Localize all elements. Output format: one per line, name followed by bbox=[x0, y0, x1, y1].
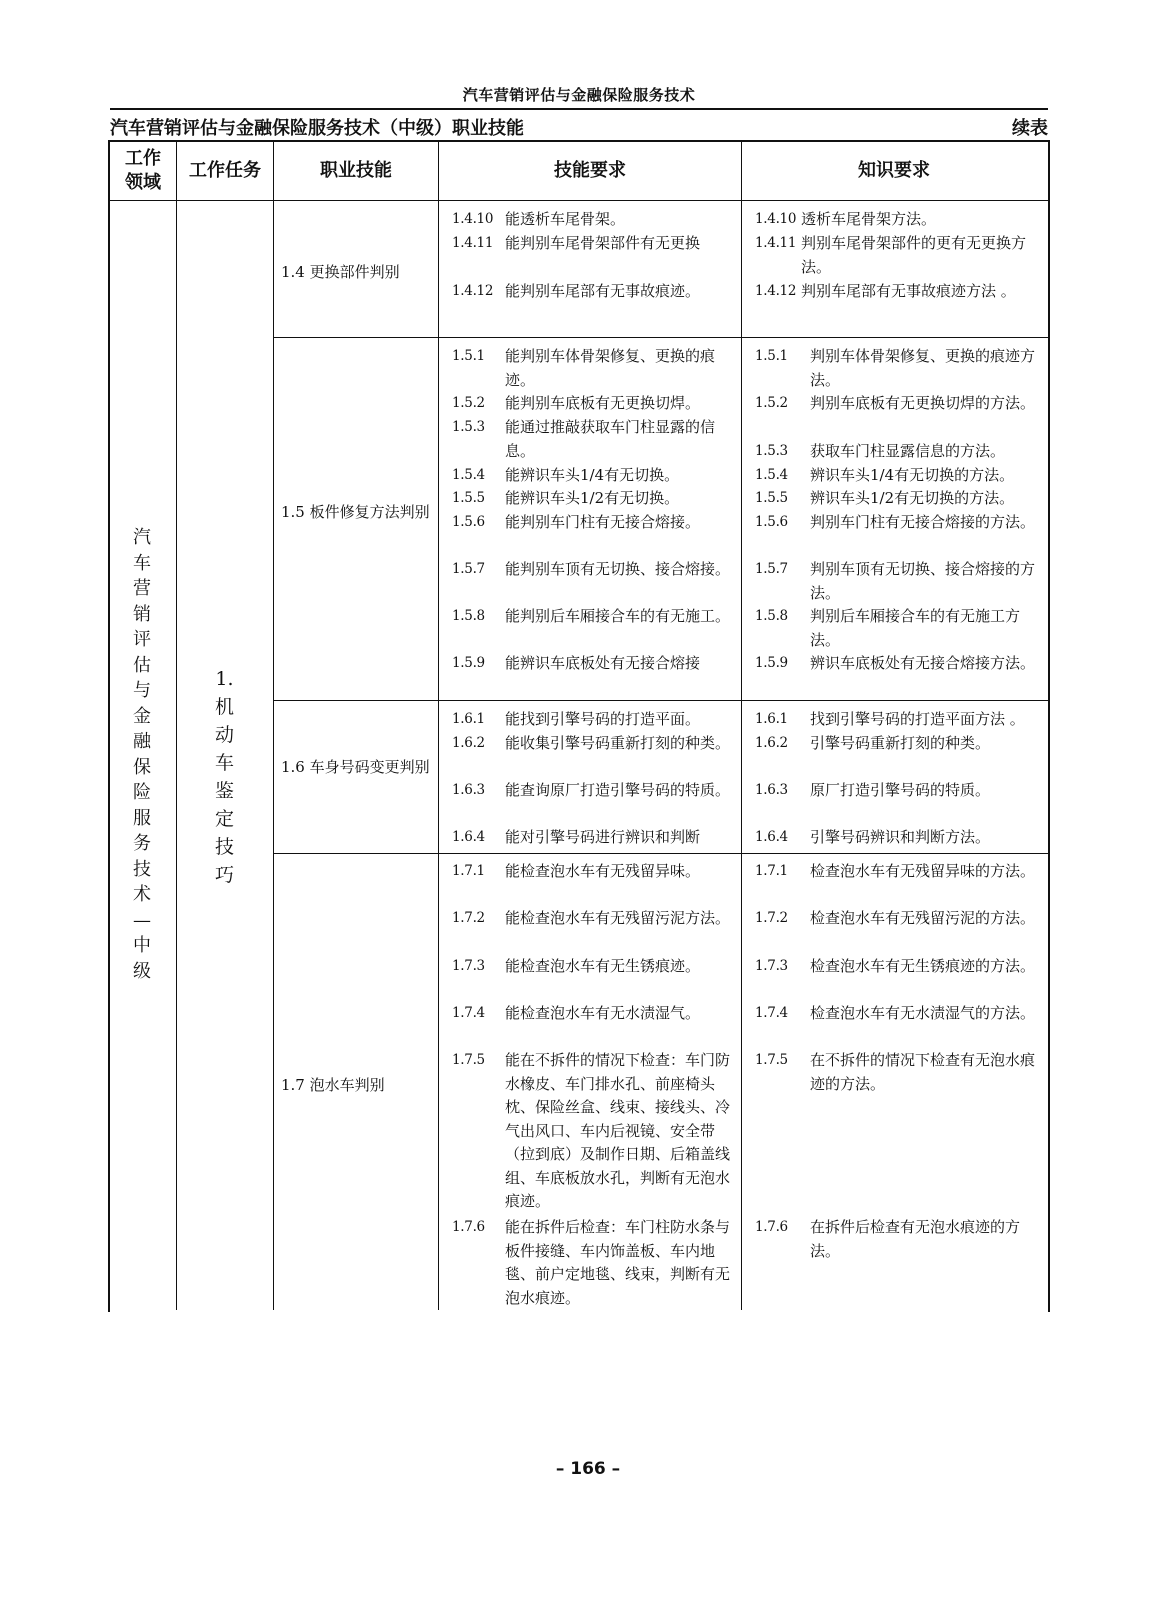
item-text: 能找到引擎号码的打造平面。 bbox=[505, 710, 701, 728]
item-text: 能判别车尾部有无事故痕迹。 bbox=[505, 282, 701, 300]
knowledge-requirement-item bbox=[755, 652, 1041, 676]
item-code: 1.7.3 bbox=[755, 958, 788, 974]
item-code: 1.5.4 bbox=[755, 467, 788, 483]
item-text: 辨识车头1/4有无切换的方法。 bbox=[810, 466, 1015, 484]
knowledge-requirement-item bbox=[755, 1002, 1041, 1026]
item-code: 1.5.2 bbox=[452, 395, 485, 411]
item-code: 1.6.4 bbox=[452, 829, 485, 845]
item-text: 能检查泡水车有无残留污泥方法。 bbox=[505, 909, 731, 927]
item-code: 1.5.9 bbox=[755, 655, 788, 671]
item-code: 1.6.1 bbox=[755, 711, 788, 727]
skill-requirement-item bbox=[452, 955, 737, 979]
item-code: 1.7.4 bbox=[755, 1005, 788, 1021]
skill-label-1-7: 1.7 泡水车判别 bbox=[281, 1076, 385, 1094]
item-code: 1.7.2 bbox=[452, 910, 485, 926]
item-text: 判别车顶有无切换、接合熔接的方法。 bbox=[810, 560, 1036, 602]
item-code: 1.6.2 bbox=[755, 735, 788, 751]
skill-requirement-item bbox=[452, 1216, 737, 1310]
item-text: 检查泡水车有无生锈痕迹的方法。 bbox=[810, 957, 1036, 975]
row-divider bbox=[273, 853, 1048, 854]
knowledge-requirement-item bbox=[755, 280, 1041, 304]
column-header-skill: 职业技能 bbox=[320, 160, 392, 181]
item-text: 能辨识车头1/4有无切换。 bbox=[505, 466, 680, 484]
item-text: 能判别车底板有无更换切焊。 bbox=[505, 394, 701, 412]
skill-requirement-item bbox=[452, 487, 737, 511]
knowledge-requirement-item bbox=[755, 487, 1041, 511]
knowledge-requirement-item bbox=[755, 732, 1041, 756]
item-code: 1.5.1 bbox=[755, 348, 788, 364]
item-text: 能检查泡水车有无残留异味。 bbox=[505, 862, 701, 880]
col-divider bbox=[438, 140, 439, 1310]
knowledge-requirement-item bbox=[755, 558, 1041, 605]
item-text: 能判别车尾骨架部件有无更换 bbox=[505, 234, 701, 252]
skill-requirement-item bbox=[452, 558, 737, 582]
header-row-divider bbox=[108, 200, 1048, 201]
item-text: 能对引擎号码进行辨识和判断 bbox=[505, 828, 701, 846]
item-code: 1.5.5 bbox=[452, 490, 485, 506]
item-text: 判别车尾部有无事故痕迹方法 。 bbox=[801, 282, 1016, 300]
running-header: 汽车营销评估与金融保险服务技术 bbox=[462, 86, 696, 104]
skill-requirement-item bbox=[452, 511, 737, 535]
item-text: 判别后车厢接合车的有无施工方法。 bbox=[810, 607, 1021, 649]
item-text: 能辨识车底板处有无接合熔接 bbox=[505, 654, 701, 672]
skill-label-1-6: 1.6 车身号码变更判别 bbox=[281, 758, 430, 776]
item-code: 1.7.2 bbox=[755, 910, 788, 926]
page-number: – 166 – bbox=[555, 1459, 621, 1479]
item-code: 1.5.5 bbox=[755, 490, 788, 506]
skill-requirement-item bbox=[452, 232, 737, 256]
item-code: 1.5.8 bbox=[452, 608, 485, 624]
skill-requirement-item bbox=[452, 907, 737, 931]
item-text: 判别车体骨架修复、更换的痕迹方法。 bbox=[810, 347, 1036, 389]
item-code: 1.5.3 bbox=[452, 419, 485, 435]
item-code: 1.4.12 bbox=[755, 283, 797, 299]
column-header-task: 工作任务 bbox=[189, 160, 261, 181]
item-text: 原厂打造引擎号码的特质。 bbox=[810, 781, 991, 799]
item-code: 1.5.9 bbox=[452, 655, 485, 671]
item-code: 1.6.1 bbox=[452, 711, 485, 727]
skill-requirement-item bbox=[452, 708, 737, 732]
knowledge-requirement-item bbox=[755, 232, 1041, 279]
knowledge-requirement-item bbox=[755, 955, 1041, 979]
knowledge-requirement-item bbox=[755, 1216, 1041, 1263]
work-task-cell: 1.机动车鉴定技巧 bbox=[214, 668, 234, 886]
skill-requirement-item bbox=[452, 1002, 737, 1026]
skill-requirement-item bbox=[452, 860, 737, 884]
item-code: 1.4.10 bbox=[452, 211, 494, 227]
item-code: 1.6.4 bbox=[755, 829, 788, 845]
row-divider bbox=[273, 700, 1048, 701]
skill-requirement-item bbox=[452, 1049, 737, 1214]
continued-label: 续表 bbox=[1012, 118, 1048, 139]
item-code: 1.5.7 bbox=[452, 561, 485, 577]
knowledge-requirement-item bbox=[755, 345, 1041, 392]
item-code: 1.7.6 bbox=[755, 1219, 788, 1235]
item-text: 能在不拆件的情况下检查：车门防水橡皮、车门排水孔、前座椅头枕、保险丝盒、线束、接线头、冷气出风口、车内后视镜、安全带（拉到底）及制作日期、后箱盖线组、车底板放水孔，判断有无泡水痕迹。 bbox=[505, 1051, 731, 1210]
item-code: 1.5.7 bbox=[755, 561, 788, 577]
column-header-skill-requirements: 技能要求 bbox=[554, 160, 626, 181]
knowledge-requirement-item bbox=[755, 860, 1041, 884]
item-code: 1.7.4 bbox=[452, 1005, 485, 1021]
skill-requirement-item bbox=[452, 652, 737, 676]
item-text: 能检查泡水车有无生锈痕迹。 bbox=[505, 957, 701, 975]
item-text: 判别车底板有无更换切焊的方法。 bbox=[810, 394, 1036, 412]
skill-requirement-item bbox=[452, 392, 737, 416]
item-text: 在拆件后检查有无泡水痕迹的方法。 bbox=[810, 1218, 1021, 1260]
col-divider bbox=[741, 140, 742, 1310]
item-text: 获取车门柱显露信息的方法。 bbox=[810, 442, 1006, 460]
skill-requirement-item bbox=[452, 826, 737, 850]
item-code: 1.5.2 bbox=[755, 395, 788, 411]
item-text: 能辨识车头1/2有无切换。 bbox=[505, 489, 680, 507]
item-text: 能通过推敲获取车门柱显露的信息。 bbox=[505, 418, 716, 460]
skill-requirement-item bbox=[452, 464, 737, 488]
item-code: 1.4.11 bbox=[755, 235, 797, 251]
knowledge-requirement-item bbox=[755, 511, 1041, 535]
item-text: 引擎号码重新打刻的种类。 bbox=[810, 734, 991, 752]
item-text: 辨识车底板处有无接合熔接方法。 bbox=[810, 654, 1036, 672]
row-divider bbox=[273, 337, 1048, 338]
item-text: 检查泡水车有无水渍湿气的方法。 bbox=[810, 1004, 1036, 1022]
item-text: 判别车尾骨架部件的更有无更换方法。 bbox=[801, 234, 1027, 276]
item-code: 1.6.3 bbox=[755, 782, 788, 798]
knowledge-requirement-item bbox=[755, 208, 1041, 232]
item-code: 1.4.12 bbox=[452, 283, 494, 299]
skill-requirement-item bbox=[452, 605, 737, 629]
item-code: 1.7.1 bbox=[755, 863, 788, 879]
col-divider bbox=[273, 140, 274, 1310]
item-text: 能判别车体骨架修复、更换的痕迹。 bbox=[505, 347, 716, 389]
knowledge-requirement-item bbox=[755, 440, 1041, 464]
knowledge-requirement-item bbox=[755, 826, 1041, 850]
item-code: 1.5.3 bbox=[755, 443, 788, 459]
item-code: 1.7.5 bbox=[452, 1052, 485, 1068]
item-text: 检查泡水车有无残留异味的方法。 bbox=[810, 862, 1036, 880]
skill-requirement-item bbox=[452, 732, 737, 756]
item-code: 1.7.3 bbox=[452, 958, 485, 974]
item-text: 能判别后车厢接合车的有无施工。 bbox=[505, 607, 731, 625]
work-domain-cell: 汽车营销评估与金融保险服务技术—中级 bbox=[133, 527, 151, 982]
item-code: 1.5.4 bbox=[452, 467, 485, 483]
knowledge-requirement-item bbox=[755, 392, 1041, 416]
knowledge-requirement-item bbox=[755, 907, 1041, 931]
skill-requirement-item bbox=[452, 779, 737, 803]
item-text: 在不拆件的情况下检查有无泡水痕迹的方法。 bbox=[810, 1051, 1036, 1093]
column-header-knowledge-requirements: 知识要求 bbox=[858, 160, 930, 181]
knowledge-requirement-item bbox=[755, 605, 1041, 652]
item-text: 能检查泡水车有无水渍湿气。 bbox=[505, 1004, 701, 1022]
item-code: 1.5.6 bbox=[452, 514, 485, 530]
skill-label-1-5: 1.5 板件修复方法判别 bbox=[281, 503, 430, 521]
header-rule bbox=[110, 108, 1048, 110]
knowledge-requirement-item bbox=[755, 779, 1041, 803]
table-title: 汽车营销评估与金融保险服务技术（中级）职业技能 bbox=[110, 118, 524, 139]
column-header-domain: 工作领域 bbox=[125, 148, 161, 193]
item-code: 1.5.6 bbox=[755, 514, 788, 530]
item-text: 引擎号码辨识和判断方法。 bbox=[810, 828, 991, 846]
item-text: 能判别车门柱有无接合熔接。 bbox=[505, 513, 701, 531]
skill-requirement-item bbox=[452, 208, 737, 232]
item-text: 检查泡水车有无残留污泥的方法。 bbox=[810, 909, 1036, 927]
item-text: 辨识车头1/2有无切换的方法。 bbox=[810, 489, 1015, 507]
item-code: 1.6.3 bbox=[452, 782, 485, 798]
item-text: 能在拆件后检查：车门柱防水条与板件接缝、车内饰盖板、车内地毯、前户定地毯、线束，判断有无泡水痕迹。 bbox=[505, 1218, 731, 1307]
item-code: 1.4.11 bbox=[452, 235, 494, 251]
item-code: 1.7.1 bbox=[452, 863, 485, 879]
item-code: 1.7.6 bbox=[452, 1219, 485, 1235]
item-code: 1.4.10 bbox=[755, 211, 797, 227]
item-code: 1.5.8 bbox=[755, 608, 788, 624]
skill-requirement-item bbox=[452, 416, 737, 463]
item-text: 找到引擎号码的打造平面方法 。 bbox=[810, 710, 1025, 728]
skill-requirement-item bbox=[452, 345, 737, 392]
skill-requirement-item bbox=[452, 280, 737, 304]
knowledge-requirement-item bbox=[755, 464, 1041, 488]
knowledge-requirement-item bbox=[755, 708, 1041, 732]
item-text: 能查询原厂打造引擎号码的特质。 bbox=[505, 781, 731, 799]
item-text: 能透析车尾骨架。 bbox=[505, 210, 626, 228]
knowledge-requirement-item bbox=[755, 1049, 1041, 1096]
item-text: 判别车门柱有无接合熔接的方法。 bbox=[810, 513, 1036, 531]
item-text: 透析车尾骨架方法。 bbox=[801, 210, 937, 228]
item-text: 能判别车顶有无切换、接合熔接。 bbox=[505, 560, 731, 578]
item-code: 1.6.2 bbox=[452, 735, 485, 751]
item-code: 1.7.5 bbox=[755, 1052, 788, 1068]
skill-label-1-4: 1.4 更换部件判别 bbox=[281, 263, 400, 281]
item-text: 能收集引擎号码重新打刻的种类。 bbox=[505, 734, 731, 752]
item-code: 1.5.1 bbox=[452, 348, 485, 364]
